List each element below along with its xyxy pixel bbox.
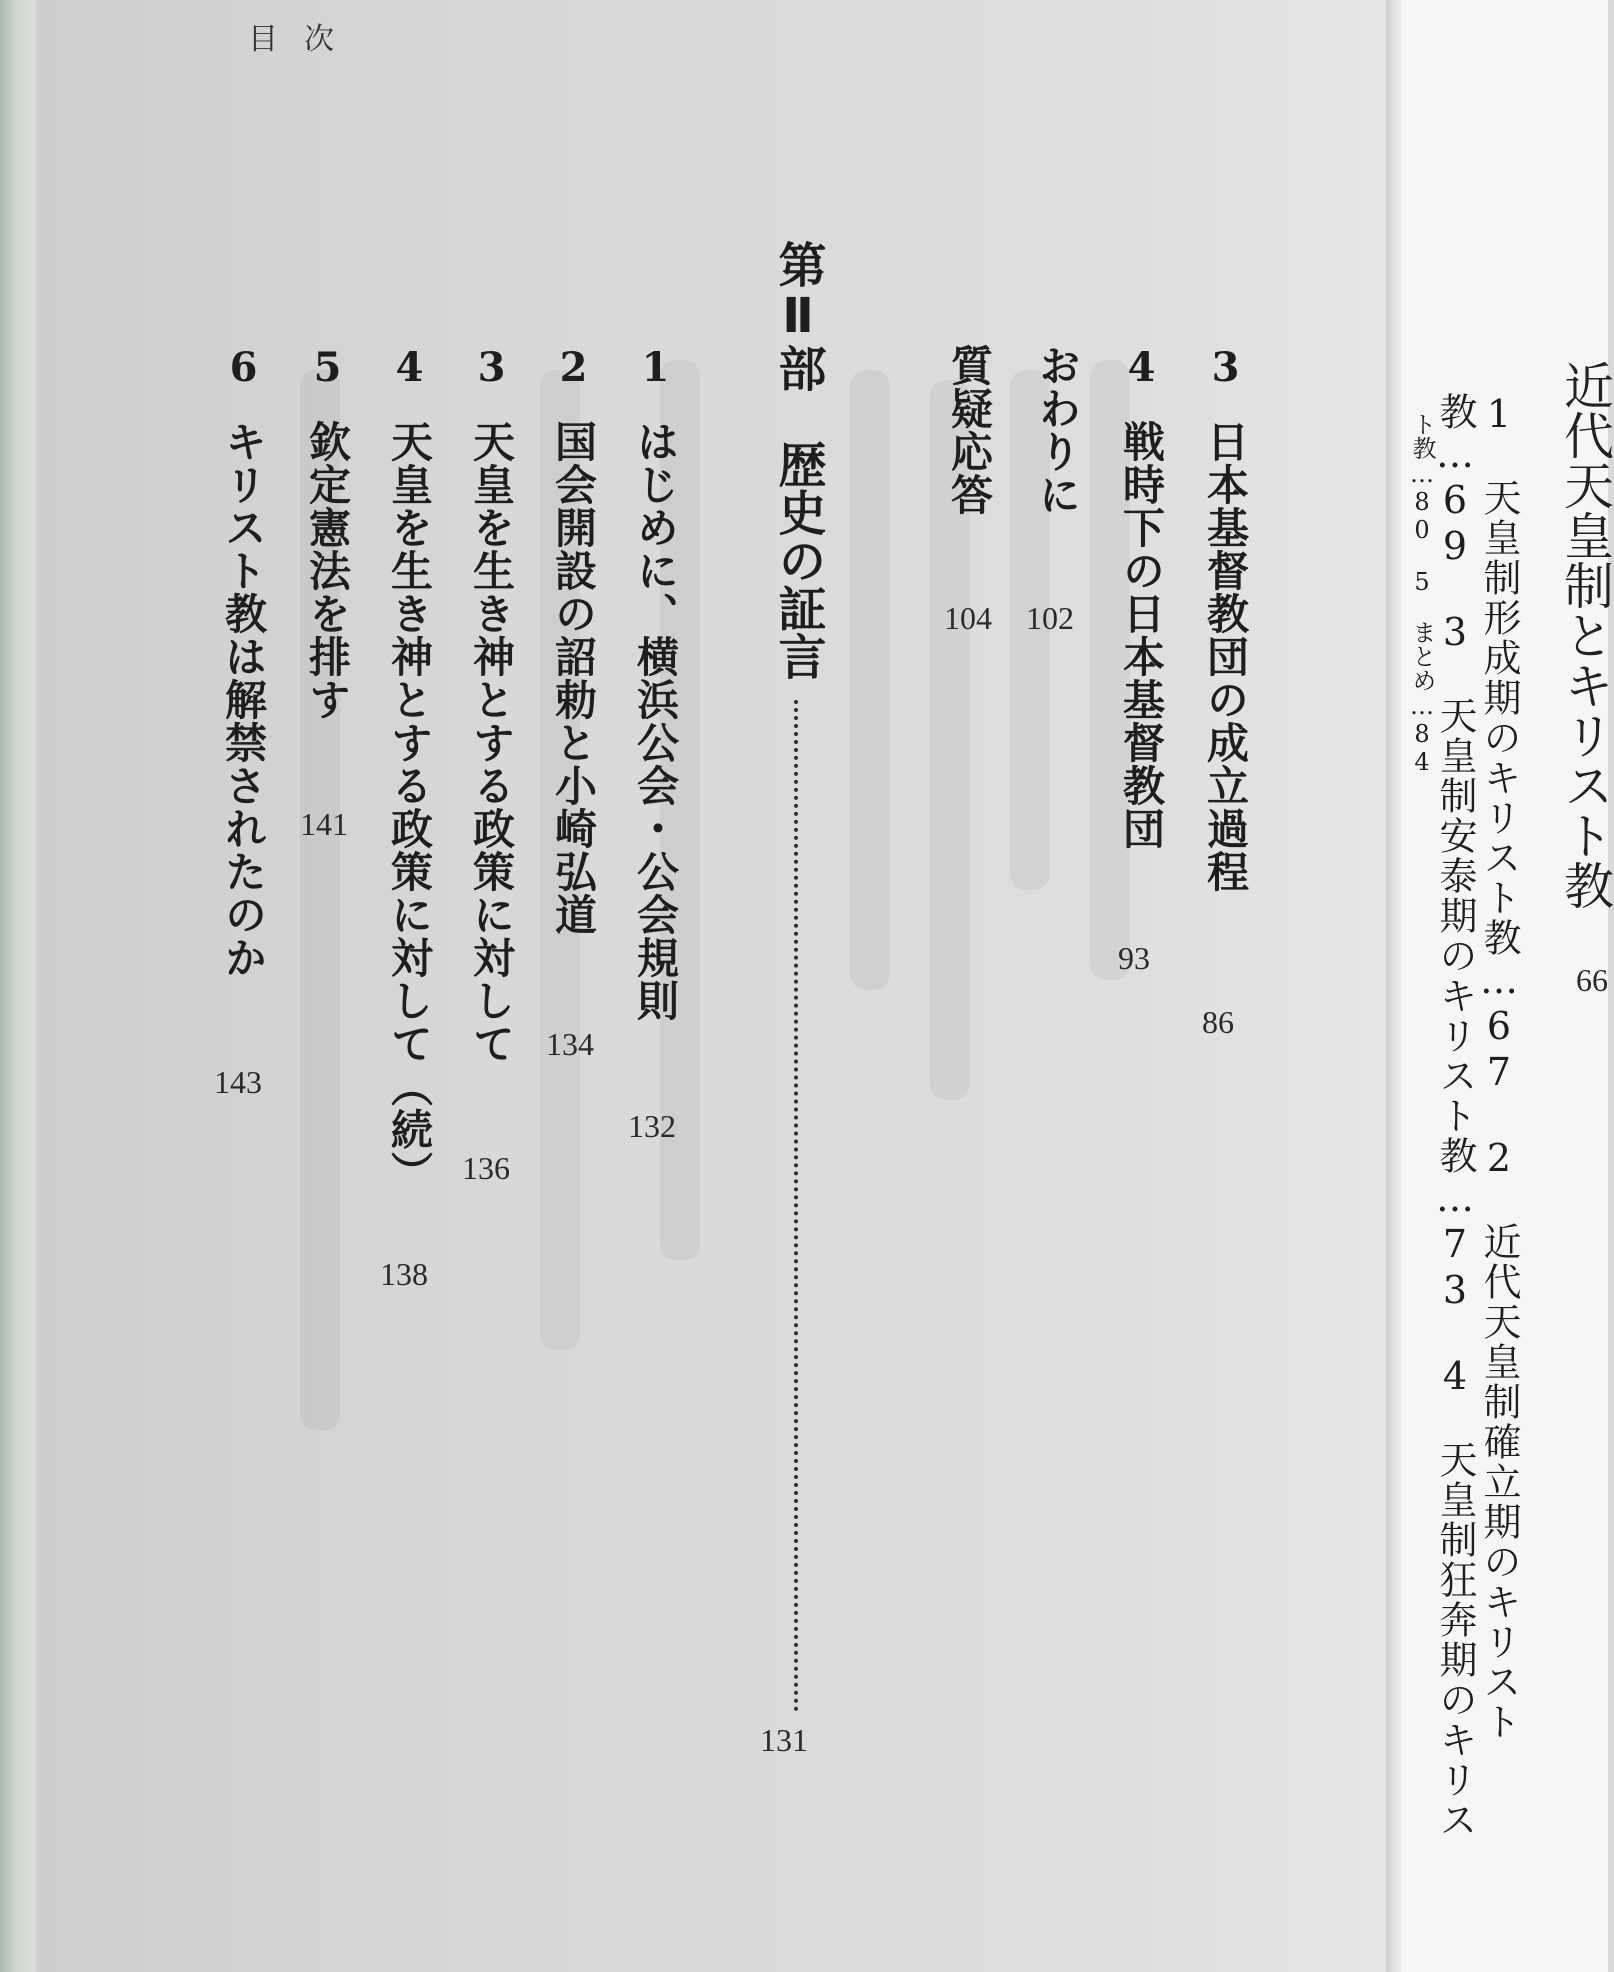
entry-page: 86 — [1202, 1004, 1234, 1040]
entry-title: 天皇を生き神とする政策に対して（続） — [385, 420, 434, 1194]
part-label: 第Ⅱ部 — [770, 240, 826, 392]
entry-page: 132 — [628, 1108, 676, 1144]
entry-page: 93 — [1118, 940, 1150, 976]
toc-entry — [1201, 344, 1250, 893]
entry-number: 4 — [1118, 344, 1165, 392]
toc-entry — [219, 344, 268, 979]
toc-entry — [631, 344, 680, 1022]
entry-title: 欽定憲法を排す — [303, 420, 352, 721]
book-gutter — [1386, 0, 1402, 1972]
entry-number: 4 — [386, 344, 433, 392]
entry-page: 136 — [462, 1150, 510, 1186]
toc-header: 目次 — [248, 22, 360, 57]
part-heading — [770, 240, 826, 680]
entry-title: おわりに — [1033, 344, 1082, 516]
toc-entry — [549, 344, 598, 936]
chapter-title: 近代天皇制とキリスト教 — [1556, 360, 1614, 910]
entry-number: 5 — [304, 344, 351, 392]
entry-number: 3 — [1202, 344, 1249, 392]
toc-entry — [467, 344, 516, 1065]
entry-title: はじめに、横浜公会・公会規則 — [631, 420, 680, 1022]
chapter-subsection-line: 1 天皇制形成期のキリスト教…67 2 近代天皇制確立期のキリスト — [1477, 392, 1521, 1742]
entry-title: キリスト教は解禁されたのか — [219, 420, 268, 979]
entry-title: 質疑応答 — [945, 344, 994, 516]
toc-entry — [1117, 344, 1166, 850]
entry-number: 3 — [468, 344, 515, 392]
entry-number: 2 — [550, 344, 597, 392]
entry-number: 1 — [632, 344, 679, 392]
entry-page: 138 — [380, 1256, 428, 1292]
entry-page: 104 — [944, 600, 992, 636]
book-edge — [0, 0, 36, 1972]
chapter-page: 66 — [1576, 962, 1608, 998]
show-through-mark — [850, 370, 890, 990]
entry-title: 戦時下の日本基督教団 — [1117, 420, 1166, 850]
toc-entry — [303, 344, 352, 721]
entry-title: 国会開設の詔勅と小崎弘道 — [549, 420, 598, 936]
entry-title: 天皇を生き神とする政策に対して — [467, 420, 516, 1065]
dot-leader — [794, 700, 798, 1712]
entry-page: 141 — [300, 806, 348, 842]
entry-title: 日本基督教団の成立過程 — [1201, 420, 1250, 893]
entry-number: 6 — [220, 344, 267, 392]
entry-page: 102 — [1026, 600, 1074, 636]
entry-page: 143 — [214, 1064, 262, 1100]
toc-entry — [385, 344, 434, 1194]
toc-entry — [1033, 344, 1082, 516]
part-page: 131 — [760, 1722, 808, 1758]
entry-page: 134 — [546, 1026, 594, 1062]
left-page — [36, 0, 1400, 1972]
chapter-subsection-line: 教…69 3 天皇制安泰期のキリスト教…73 4 天皇制狂奔期のキリス — [1433, 392, 1477, 1840]
toc-entry — [945, 344, 994, 516]
chapter-subsection-line: ト教…80 5 まとめ…84 — [1408, 412, 1436, 776]
part-title: 歴史の証言 — [770, 440, 826, 680]
